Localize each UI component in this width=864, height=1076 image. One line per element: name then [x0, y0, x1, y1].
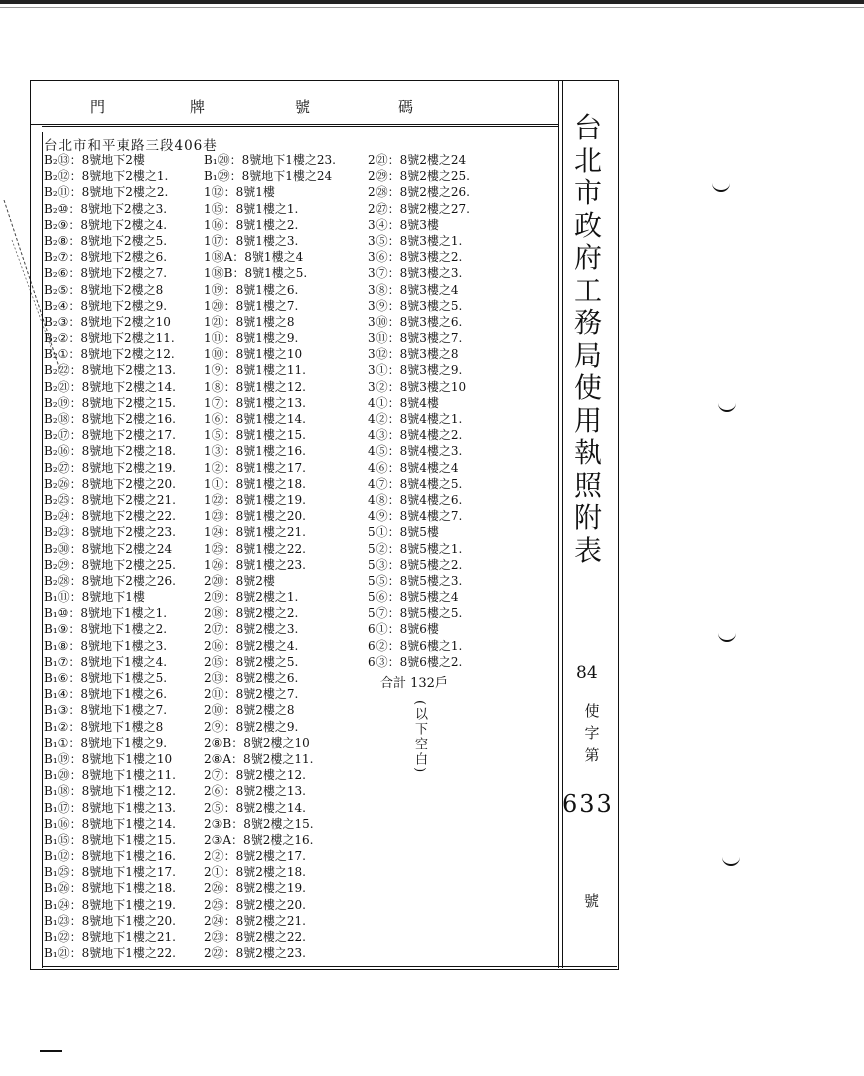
address-entry: 2⑥：8號2樓之13.: [204, 784, 306, 799]
side-title-char: 務: [573, 306, 602, 339]
address-column-2: [204, 152, 336, 961]
address-entry: 1㉕：8號1樓之22.: [204, 541, 306, 556]
margin-tick-mark: [718, 632, 736, 642]
blank-below-note: (以下空白): [412, 700, 427, 775]
address-entry: B₁⑫：8號地下1樓之16.: [44, 849, 176, 864]
address-entry: B₁②：8號地下1樓之8: [44, 719, 164, 734]
address-entry: 2⑪：8號2樓之7.: [204, 687, 299, 702]
license-label: [582, 700, 602, 766]
address-entry: 1⑫：8號1樓: [204, 185, 275, 200]
license-suffix: 號: [584, 892, 600, 910]
address-entry: 1⑦：8號1樓之13.: [204, 395, 306, 410]
address-entry: B₂㉙：8號地下2樓之25.: [44, 557, 176, 572]
address-entry: B₁㉔：8號地下1樓之19.: [44, 897, 176, 912]
address-entry: B₂⑯：8號地下2樓之18.: [44, 444, 176, 459]
address-entry: 2㉒：8號2樓之23.: [204, 946, 306, 961]
address-entry: 6②：8號6樓之1.: [368, 638, 463, 653]
address-entry: 1③：8號1樓之16.: [204, 444, 306, 459]
address-entry: 1㉖：8號1樓之23.: [204, 557, 306, 572]
address-entry: B₂①：8號地下2樓之12.: [44, 347, 175, 362]
address-entry: 1⑩：8號1樓之10: [204, 347, 303, 362]
address-entry: 2㉗：8號2樓之27.: [368, 201, 470, 216]
address-entry: B₁㉑：8號地下1樓之22.: [44, 946, 176, 961]
address-entry: 1⑧：8號1樓之12.: [204, 379, 306, 394]
inner-bottom-border: [42, 966, 617, 968]
margin-tick-mark: [718, 402, 736, 412]
address-entry: 3②：8號3樓之10: [368, 379, 467, 394]
address-entry: B₁⑥：8號地下1樓之5.: [44, 671, 168, 685]
address-entry: B₁⑦：8號地下1樓之4.: [44, 654, 168, 669]
address-entry: B₂③：8號地下2樓之10: [44, 314, 171, 329]
address-entry: 1㉓：8號1樓之20.: [204, 509, 306, 524]
table-header: [30, 80, 558, 125]
address-entry: B₁⑧：8號地下1樓之3.: [44, 638, 168, 653]
address-entry: B₁⑳：8號地下1樓之11.: [44, 768, 176, 783]
address-entry: B₁⑳：8號地下1樓之23.: [204, 153, 336, 167]
address-entry: 2⑧B：8號2樓之10: [204, 735, 310, 750]
address-entry: 1㉑：8號1樓之8: [204, 314, 295, 329]
address-entry: 1⑯：8號1樓之2.: [204, 217, 299, 232]
address-entry: 4⑦：8號4樓之5.: [368, 476, 463, 491]
side-title-char: 北: [573, 143, 602, 177]
address-entry: 3④：8號3樓: [368, 217, 439, 232]
header-char-hao: 號: [295, 98, 311, 116]
address-entry: 2⑲：8號2樓之1.: [204, 590, 299, 605]
side-title-char: 政: [573, 208, 602, 242]
side-title-char: 工: [573, 273, 602, 307]
side-title-char: 用: [573, 403, 602, 437]
margin-tick-mark: [712, 182, 730, 192]
address-entry: B₁⑪：8號地下1樓: [44, 590, 145, 605]
address-entry: B₂⑨：8號地下2樓之4.: [44, 217, 168, 232]
address-entry: 2㉖：8號2樓之19.: [204, 881, 306, 896]
address-entry: B₁⑱：8號地下1樓之12.: [44, 784, 176, 799]
inner-left-border: [42, 132, 43, 968]
address-entry: B₂⑰：8號地下2樓之17.: [44, 428, 176, 443]
footer-mark: [40, 1050, 62, 1052]
address-entry: 2⑦：8號2樓之12.: [204, 768, 306, 783]
address-entry: 1⑰：8號1樓之3.: [204, 233, 299, 248]
license-label-char: 第: [584, 746, 600, 764]
address-entry: 2⑯：8號2樓之4.: [204, 638, 299, 653]
address-entry: B₁⑯：8號地下1樓之14.: [44, 816, 176, 831]
header-divider: [42, 126, 558, 127]
address-entry: 1⑤：8號1樓之15.: [204, 428, 306, 443]
address-entry: B₂㉑：8號地下2樓之14.: [44, 379, 176, 394]
address-entry: 4⑤：8號4樓之3.: [368, 444, 463, 459]
address-column-3: [368, 152, 470, 670]
side-title-char: 台: [573, 111, 602, 144]
address-entry: 2③B：8號2樓之15.: [204, 816, 314, 831]
address-entry: B₁①：8號地下1樓之9.: [44, 735, 168, 750]
address-entry: B₂㉚：8號地下2樓之24: [44, 541, 173, 556]
address-entry: 1⑪：8號1樓之9.: [204, 331, 299, 346]
address-entry: B₁㉖：8號地下1樓之18.: [44, 881, 176, 896]
header-char-pai: 牌: [190, 98, 206, 116]
address-entry: 1⑱A：8號1樓之4: [204, 250, 304, 265]
address-entry: 2㉔：8號2樓之21.: [204, 913, 306, 928]
address-entry: 5①：8號5樓: [368, 525, 439, 540]
address-entry: 6③：8號6樓之2.: [368, 654, 463, 669]
address-entry: 1⑳：8號1樓之7.: [204, 298, 299, 313]
side-title-char: 表: [573, 533, 602, 567]
scan-top-edge-thin: [0, 7, 864, 8]
address-entry: B₁⑮：8號地下1樓之15.: [44, 832, 176, 847]
address-entry: 5②：8號5樓之1.: [368, 541, 463, 556]
side-title-char: 執: [573, 436, 602, 469]
page-number: 84: [576, 663, 598, 683]
address-entry: 5③：8號5樓之2.: [368, 557, 463, 572]
address-entry: 1⑱B：8號1樓之5.: [204, 266, 308, 281]
address-entry: 2㉙：8號2樓之25.: [368, 169, 470, 184]
address-entry: 6①：8號6樓: [368, 622, 439, 637]
address-entry: 4⑨：8號4樓之7.: [368, 509, 463, 524]
margin-tick-mark: [722, 856, 740, 866]
address-entry: 2⑧A：8號2樓之11.: [204, 751, 314, 766]
address-entry: B₂㉖：8號地下2樓之20.: [44, 476, 176, 491]
address-entry: 2②：8號2樓之17.: [204, 849, 306, 864]
address-entry: 2⑩：8號2樓之8: [204, 703, 295, 718]
address-entry: B₁㉒：8號地下1樓之21.: [44, 930, 176, 944]
license-label-char: 使: [584, 702, 600, 720]
address-entry: 2⑨：8號2樓之9.: [204, 719, 299, 734]
address-entry: 3⑩：8號3樓之6.: [368, 314, 463, 329]
total-households: 合計 132戶: [380, 676, 448, 691]
side-title-char: 局: [573, 338, 602, 372]
address-entry: 4③：8號4樓之2.: [368, 428, 463, 443]
address-entry: B₁㉕：8號地下1樓之17.: [44, 865, 176, 880]
address-column-1: [44, 152, 176, 961]
address-entry: 2③A：8號2樓之16.: [204, 832, 314, 847]
address-entry: 3⑤：8號3樓之1.: [368, 233, 463, 248]
address-entry: 2⑤：8號2樓之14.: [204, 800, 306, 815]
side-title-char: 照: [573, 468, 602, 502]
side-title: [568, 112, 608, 567]
address-entry: B₂㉒：8號地下2樓之13.: [44, 363, 176, 378]
address-entry: B₂⑦：8號地下2樓之6.: [44, 250, 168, 265]
address-entry: 2㉓：8號2樓之22.: [204, 930, 306, 944]
address-entry: 5⑥：8號5樓之4: [368, 590, 459, 605]
address-entry: B₂⑬：8號地下2樓: [44, 153, 145, 167]
address-entry: B₁㉙：8號地下1樓之24: [204, 169, 333, 184]
address-entry: B₁⑨：8號地下1樓之2.: [44, 622, 168, 637]
address-entry: B₂⑫：8號地下2樓之1.: [44, 169, 169, 184]
address-entry: B₁⑩：8號地下1樓之1.: [44, 606, 168, 621]
address-entry: B₂②：8號地下2樓之11.: [44, 331, 175, 346]
address-entry: 3⑦：8號3樓之3.: [368, 266, 463, 281]
license-number: 633: [562, 790, 614, 818]
header-char-ma: 碼: [398, 98, 414, 116]
address-entry: 1⑨：8號1樓之11.: [204, 363, 306, 378]
address-entry: 4①：8號4樓: [368, 395, 439, 410]
street-address: 台北市和平東路三段406巷: [44, 138, 218, 154]
address-entry: 3⑨：8號3樓之5.: [368, 298, 463, 313]
address-entry: B₂⑥：8號地下2樓之7.: [44, 266, 168, 281]
side-title-char: 使: [573, 371, 602, 404]
address-entry: B₂⑱：8號地下2樓之16.: [44, 412, 176, 426]
address-entry: B₂⑤：8號地下2樓之8: [44, 282, 164, 297]
address-entry: 3⑧：8號3樓之4: [368, 282, 459, 297]
side-title-char: 市: [573, 176, 602, 209]
address-entry: B₂⑲：8號地下2樓之15.: [44, 395, 176, 410]
license-label-char: 字: [584, 724, 600, 742]
side-column-divider: [562, 80, 563, 968]
address-entry: 2㉑：8號2樓之24: [368, 153, 467, 167]
header-char-men: 門: [90, 98, 106, 116]
address-entry: 1㉒：8號1樓之19.: [204, 492, 306, 507]
address-entry: 2㉕：8號2樓之20.: [204, 897, 306, 912]
scan-top-edge: [0, 0, 864, 4]
address-entry: 4⑥：8號4樓之4: [368, 460, 459, 475]
address-entry: 1⑮：8號1樓之1.: [204, 201, 299, 216]
address-entry: B₂⑧：8號地下2樓之5.: [44, 233, 168, 248]
address-entry: 1②：8號1樓之17.: [204, 460, 306, 475]
address-entry: B₂⑩：8號地下2樓之3.: [44, 201, 168, 216]
address-entry: 3⑪：8號3樓之7.: [368, 331, 463, 346]
address-entry: 2①：8號2樓之18.: [204, 865, 306, 880]
address-entry: 4⑧：8號4樓之6.: [368, 492, 463, 507]
address-entry: 1①：8號1樓之18.: [204, 476, 306, 491]
address-entry: 2⑬：8號2樓之6.: [204, 671, 299, 685]
address-entry: B₁⑰：8號地下1樓之13.: [44, 800, 176, 815]
address-entry: 2㉘：8號2樓之26.: [368, 185, 470, 200]
address-entry: 4②：8號4樓之1.: [368, 412, 463, 426]
address-entry: 2⑰：8號2樓之3.: [204, 622, 299, 637]
address-entry: B₁④：8號地下1樓之6.: [44, 687, 168, 702]
address-entry: 1⑥：8號1樓之14.: [204, 412, 306, 426]
address-entry: 5⑦：8號5樓之5.: [368, 606, 463, 621]
address-entry: B₂㉓：8號地下2樓之23.: [44, 525, 176, 540]
side-title-char: 附: [573, 501, 602, 534]
address-entry: B₁③：8號地下1樓之7.: [44, 703, 168, 718]
address-entry: 5⑤：8號5樓之3.: [368, 573, 463, 588]
address-entry: 2⑳：8號2樓: [204, 573, 275, 588]
address-entry: 3⑥：8號3樓之2.: [368, 250, 463, 265]
address-entry: 2⑱：8號2樓之2.: [204, 606, 299, 621]
address-entry: B₂㉕：8號地下2樓之21.: [44, 492, 176, 507]
address-entry: 3①：8號3樓之9.: [368, 363, 463, 378]
address-entry: B₂㉔：8號地下2樓之22.: [44, 509, 176, 524]
address-entry: B₁⑲：8號地下1樓之10: [44, 751, 173, 766]
address-entry: B₂㉗：8號地下2樓之19.: [44, 460, 176, 475]
side-title-char: 府: [573, 241, 602, 274]
address-entry: 1㉔：8號1樓之21.: [204, 525, 306, 540]
address-entry: B₁㉓：8號地下1樓之20.: [44, 913, 176, 928]
address-entry: B₂㉘：8號地下2樓之26.: [44, 573, 176, 588]
address-entry: 3⑫：8號3樓之8: [368, 347, 459, 362]
address-entry: 2⑮：8號2樓之5.: [204, 654, 299, 669]
address-entry: B₂④：8號地下2樓之9.: [44, 298, 168, 313]
address-entry: B₂⑪：8號地下2樓之2.: [44, 185, 169, 200]
address-entry: 1⑲：8號1樓之6.: [204, 282, 299, 297]
